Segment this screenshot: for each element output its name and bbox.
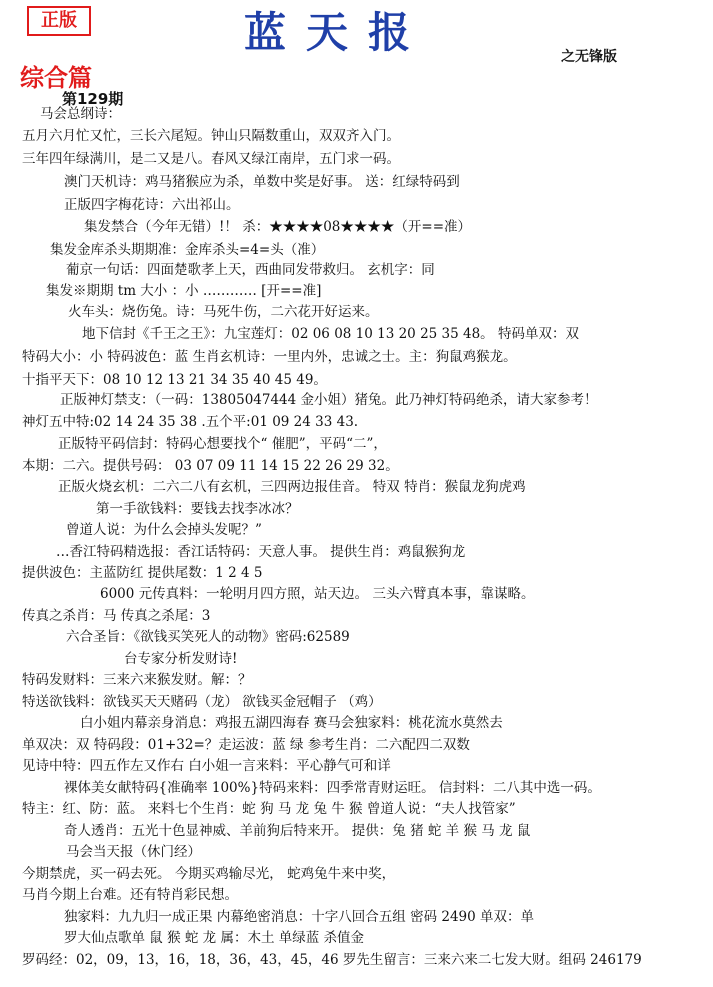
text-line: 六合圣旨：《欲钱买笑死人的动物》密码:62589 [66, 629, 350, 645]
text-line: 马肖今期上台难。还有特肖彩民想。 [22, 887, 238, 903]
text-line: 十指平天下：08 10 12 13 21 34 35 40 45 49。 [22, 372, 327, 388]
text-line: 罗码经：02，09，13，16，18，36，43，45，46 罗先生留言：三来六来二七发大财。组码 246179 [22, 952, 642, 968]
text-line: 正版四字梅花诗：六出祁山。 [64, 197, 240, 213]
text-line: 本期：二六。提供号码： 03 07 09 11 14 15 22 26 29 32。 [22, 458, 399, 474]
text-line: 马会总纲诗： [40, 106, 121, 122]
text-line: 裸体美女献特码{准确率 100%}特码来料：四季常青财运旺。 信封料：二八其中选一码。 [64, 780, 601, 796]
text-line: 今期禁虎，买一码去死。 今期买鸡输尽光， 蛇鸡兔牛来中奖， [22, 866, 396, 882]
text-line: 6000 元传真料：一轮明月四方照，站天边。 三头六臂真本事，靠谋略。 [100, 586, 535, 602]
newspaper-title: 蓝天报 [244, 8, 431, 57]
text-line: 提供波色：主蓝防红 提供尾数：1 2 4 5 [22, 565, 263, 581]
text-line: 曾道人说：为什么会掉头发呢？” [66, 522, 262, 538]
text-line: 地下信封《千王之王》：九宝莲灯：02 06 08 10 13 20 25 35 48。 特码单双：双 [82, 326, 579, 342]
text-line: 特码发财料：三来六来猴发财。解：？ [22, 672, 252, 688]
text-line: 三年四年绿满川，是二又是八。春风又绿江南岸，五门求一码。 [22, 151, 400, 167]
text-line: 单双决：双 特码段：01+32=？走运波：蓝 绿 参考生肖：二六配四二双数 [22, 737, 470, 753]
text-line: 集发禁合（今年无错）!！ 杀：★★★★08★★★★（开==准） [84, 219, 472, 235]
text-line: 集发※期期 tm 大小 ：小 ………… [开==准] [46, 283, 322, 299]
text-line: …香江特码精选报：香江话特码：天意人事。 提供生肖：鸡鼠猴狗龙 [56, 544, 466, 560]
text-line: 特主：红、防：蓝。 来料七个生肖：蛇 狗 马 龙 兔 牛 猴 曾道人说：“夫人找管家” [22, 801, 516, 817]
text-line: 神灯五中特:02 14 24 35 38 .五个平:01 09 24 33 43. [22, 414, 359, 430]
section-heading: 综合篇 [20, 63, 92, 92]
text-line: 正版特平码信封：特码心想要找个“ 催肥”，平码“二”， [58, 436, 387, 452]
text-line: 传真之杀肖：马 传真之杀尾：3 [22, 608, 211, 624]
text-line: 正版火烧玄机：二六二八有玄机，三四两边报佳音。 特双 特肖：猴鼠龙狗虎鸡 [58, 479, 526, 495]
text-line: 独家料：九九归一成正果 内幕绝密消息：十字八回合五组 密码 2490 单双：单 [64, 909, 535, 925]
text-line: 火车头：烧伤兔。诗：马死牛伤，二六花开好运来。 [68, 304, 379, 320]
text-line: 葡京一句话：四面楚歌孝上天，西曲同发带救归。 玄机字：同 [66, 262, 435, 278]
text-line: 五月六月忙又忙，三长六尾短。钟山只隔数重山，双双齐入门。 [22, 128, 400, 144]
text-line: 奇人透肖：五光十色显神威、羊前狗后特来开。 提供：兔 猪 蛇 羊 猴 马 龙 鼠 [64, 823, 531, 839]
issue-number: 第129期 [62, 90, 124, 108]
text-line: 白小姐内幕亲身消息：鸡报五湖四海春 赛马会独家料：桃花流水莫然去 [80, 715, 503, 731]
edition-label: 之无锋版 [561, 49, 617, 65]
text-line: 特送欲钱料：欲钱买天天赌码（龙） 欲钱买金冠帽子 （鸡） [22, 694, 382, 710]
text-line: 台专家分析发财诗! [124, 651, 238, 667]
text-line: 第一手欲钱料：要钱去找李冰冰？ [96, 501, 299, 517]
text-line: 见诗中特：四五作左又作右 白小姐一言来料：平心静气可和详 [22, 758, 391, 774]
text-line: 罗大仙点歌单 鼠 猴 蛇 龙 属：木土 单绿蓝 杀值金 [64, 930, 365, 946]
text-line: 特码大小：小 特码波色：蓝 生肖玄机诗：一里内外，忠诚之士。主：狗鼠鸡猴龙。 [22, 349, 517, 365]
text-line: 正版神灯禁支：（一码：13805047444 金小姐）猪兔。此乃神灯特码绝杀，请大家参考！ [60, 392, 598, 408]
edition-badge: 正版 [27, 6, 91, 36]
text-line: 澳门天机诗：鸡马猪猴应为杀，单数中奖是好事。 送：红绿特码到 [64, 174, 460, 190]
text-line: 马会当天报（休门经） [66, 844, 201, 860]
text-line: 集发金库杀头期期准：金库杀头=4=头（准） [50, 242, 325, 258]
